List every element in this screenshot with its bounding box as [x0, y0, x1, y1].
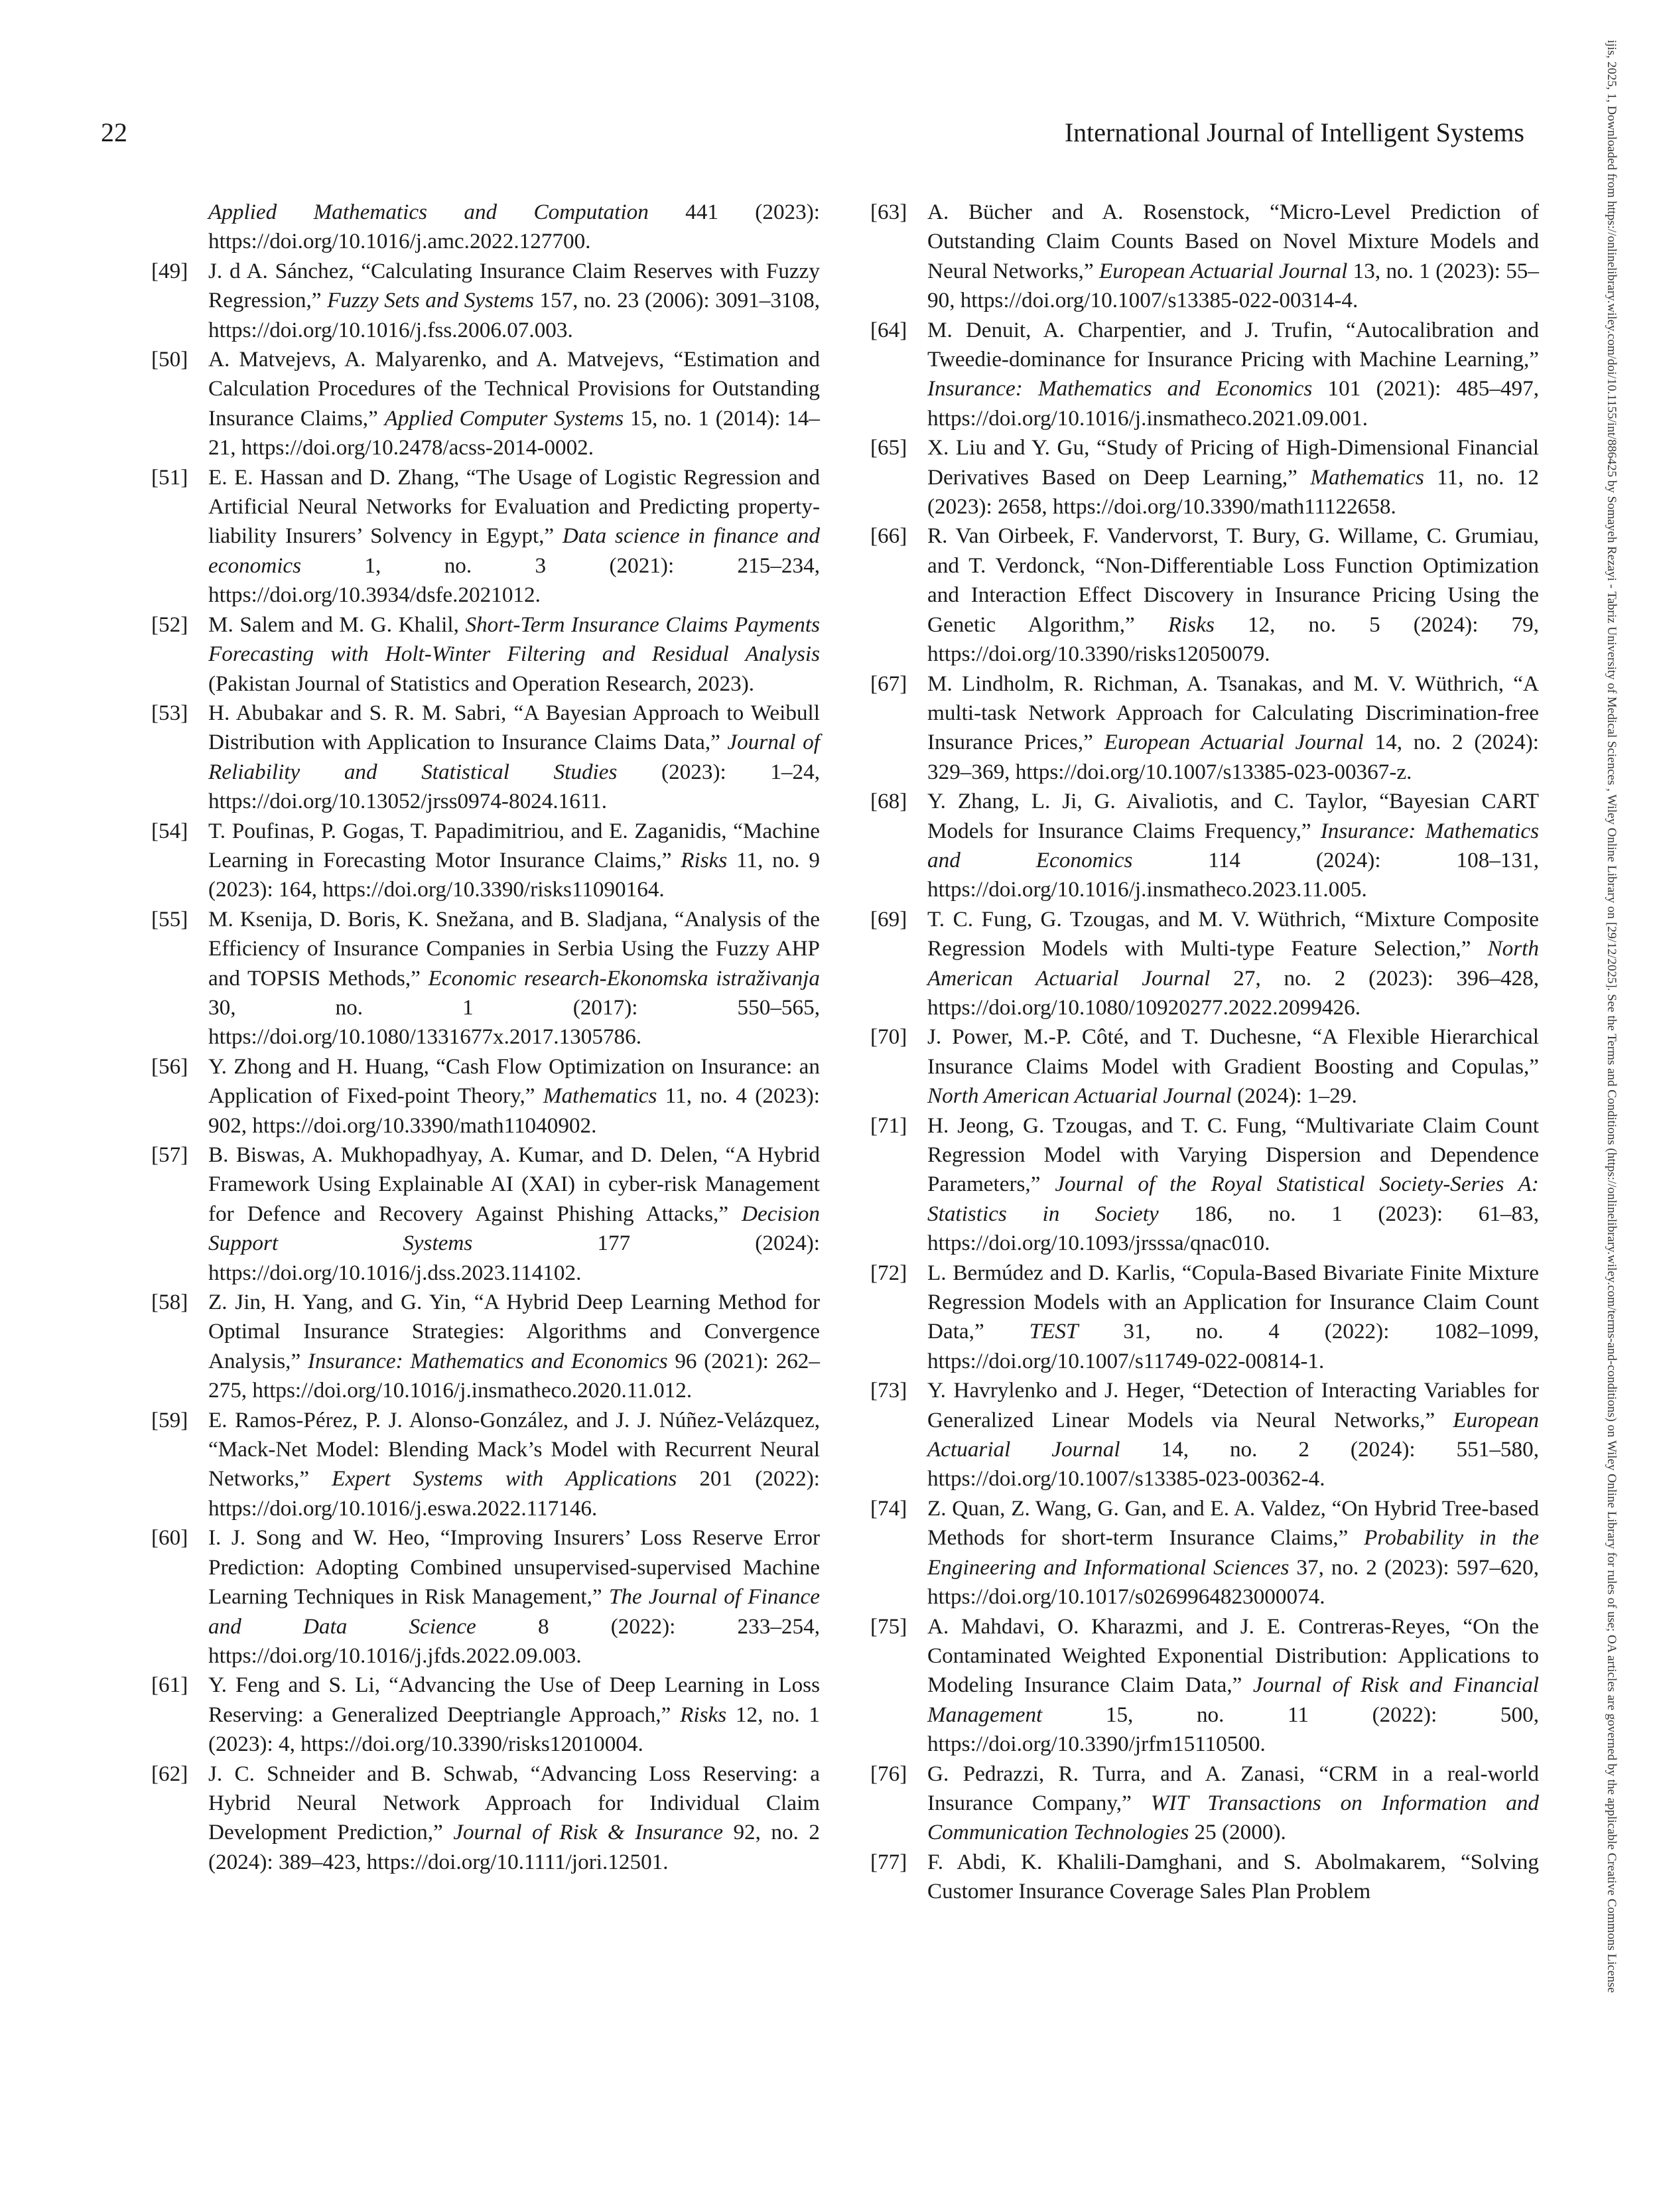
reference-text: [208, 1408, 820, 1521]
reference-text-part: 27, no. 2 (2023): 396–428, https://doi.org/10.1080/10920277.2022.2099426.: [927, 965, 1539, 1020]
reference-number: [52]: [151, 612, 188, 637]
reference-entry: [151, 905, 820, 1052]
reference-source-title: Applied Computer Systems: [384, 405, 624, 431]
reference-text: [208, 819, 820, 902]
reference-number: [59]: [151, 1407, 188, 1432]
reference-source-title: Journal of Risk and Financial Management: [927, 1673, 1540, 1727]
reference-number: [69]: [870, 906, 907, 932]
reference-number: [71]: [870, 1113, 907, 1138]
reference-text: [208, 1525, 820, 1668]
reference-source-title: Mathematics: [543, 1083, 657, 1109]
references-left-column: [151, 198, 820, 1877]
reference-entry: [870, 1612, 1539, 1760]
reference-number: [77]: [870, 1849, 907, 1874]
reference-text: [208, 612, 820, 696]
reference-source-title: European Actuarial Journal: [1104, 730, 1364, 755]
reference-source-title: Insurance: Mathematics and Economics: [927, 818, 1539, 872]
reference-text-part: 177 (2024): https://doi.org/10.1016/j.dss.2023.114102.: [208, 1231, 820, 1285]
reference-number: [68]: [870, 789, 907, 814]
reference-text-part: E. Ramos-Pérez, P. J. Alonso-González, and J. J. Núñez-Velázquez, “Mack-Net Model: Blending Mack’s Model with Recurrent Neural Networks,”: [208, 1407, 820, 1491]
reference-entry: [151, 1288, 820, 1406]
reference-text-part: M. Lindholm, R. Richman, A. Tsanakas, and M. V. Wüthrich, “A multi-task Network Approach for Calculating Discrimination-free Insurance Prices,”: [927, 671, 1539, 755]
reference-source-title: North American Actuarial Journal: [927, 936, 1539, 991]
reference-text: [208, 1054, 820, 1138]
reference-text: [927, 1850, 1539, 1903]
reference-number: [70]: [870, 1024, 907, 1050]
reference-text-part: Z. Quan, Z. Wang, G. Gan, and E. A. Valdez, “On Hybrid Tree-based Methods for short-term Insurance Claims,”: [927, 1495, 1539, 1551]
reference-entry: [870, 905, 1539, 1023]
reference-text: [208, 701, 820, 813]
reference-entry: [870, 1111, 1539, 1259]
reference-source-title: Expert Systems with Applications: [332, 1466, 677, 1491]
reference-text: [208, 1762, 820, 1874]
reference-entry: [151, 817, 820, 905]
reference-text-part: Y. Zhong and H. Huang, “Cash Flow Optimization on Insurance: an Application of Fixed-point Theory,”: [208, 1054, 820, 1109]
reference-source-title: WIT Transactions on Information and Communication Technologies: [927, 1790, 1539, 1845]
reference-text: [927, 1496, 1539, 1609]
reference-text-part: A. Mahdavi, O. Kharazmi, and J. E. Contreras-Reyes, “On the Contaminated Weighted Exponential Distribution: Applications to Modeling Insurance Claim Data,”: [927, 1614, 1539, 1698]
reference-text-part: Y. Feng and S. Li, “Advancing the Use of Deep Learning in Loss Reserving: a Generalized Deeptriangle Approach,”: [208, 1673, 820, 1727]
reference-number: [53]: [151, 700, 188, 725]
reference-text-part: Y. Zhang, L. Ji, G. Aivaliotis, and C. Taylor, “Bayesian CART Models for Insurance Claims Frequency,”: [927, 789, 1539, 843]
reference-text-part: B. Biswas, A. Mukhopadhyay, A. Kumar, and D. Delen, “A Hybrid Framework Using Explainable AI (XAI) in cyber-risk Management for Defence and Recovery Against Phishing Attacks,”: [208, 1142, 820, 1226]
reference-text-part: 15, no. 1 (2014): 14–21, https://doi.org/10.2478/acss-2014-0002.: [208, 405, 820, 460]
reference-text-part: 8 (2022): 233–254, https://doi.org/10.1016/j.jfds.2022.09.003.: [208, 1614, 820, 1668]
reference-text-part: H. Abubakar and S. R. M. Sabri, “A Bayesian Approach to Weibull Distribution with Application to Insurance Claims Data,”: [208, 700, 820, 755]
reference-entry: [870, 433, 1539, 521]
reference-text-part: L. Bermúdez and D. Karlis, “Copula-Based Bivariate Finite Mixture Regression Models with an Application for Insurance Claim Count Data,”: [927, 1260, 1539, 1344]
reference-entry: [151, 1052, 820, 1141]
reference-number: [73]: [870, 1378, 907, 1403]
reference-number: [49]: [151, 258, 188, 283]
reference-entry: [151, 1523, 820, 1671]
reference-text-part: 1, no. 3 (2021): 215–234, https://doi.org/10.3934/dsfe.2021012.: [208, 553, 820, 608]
reference-text: [927, 789, 1539, 902]
reference-entry: [151, 610, 820, 699]
reference-number: [61]: [151, 1673, 188, 1698]
reference-text: [927, 1762, 1539, 1845]
reference-text-part: J. d A. Sánchez, “Calculating Insurance Claim Reserves with Fuzzy Regression,”: [208, 258, 820, 313]
reference-entry: [151, 463, 820, 610]
reference-number: [62]: [151, 1761, 188, 1786]
reference-text: [927, 318, 1539, 431]
reference-text-part: 11, no. 4 (2023): 902, https://doi.org/10.3390/math11040902.: [208, 1083, 820, 1138]
reference-entry: [151, 198, 820, 257]
reference-entry: [870, 1259, 1539, 1377]
reference-text-part: (2023): 1–24, https://doi.org/10.13052/jrss0974-8024.1611.: [208, 759, 820, 814]
reference-entry: [870, 1848, 1539, 1907]
reference-entry: [870, 316, 1539, 434]
reference-source-title: European Actuarial Journal: [1099, 258, 1348, 283]
reference-text: [927, 523, 1539, 666]
reference-text: [927, 1378, 1539, 1491]
reference-number: [72]: [870, 1260, 907, 1285]
reference-text-part: M. Denuit, A. Charpentier, and J. Trufin, “Autocalibration and Tweedie-dominance for Insurance Pricing with Machine Learning,”: [927, 317, 1539, 372]
reference-text: [208, 259, 820, 342]
reference-text-part: G. Pedrazzi, R. Turra, and A. Zanasi, “CRM in a real-world Insurance Company,”: [927, 1761, 1539, 1815]
reference-text-part: 14, no. 2 (2024): 329–369, https://doi.org/10.1007/s13385-023-00367-z.: [927, 730, 1540, 784]
reference-source-title: Journal of Risk & Insurance: [453, 1820, 723, 1845]
reference-text: [927, 435, 1539, 519]
reference-text-part: 11, no. 12 (2023): 2658, https://doi.org/10.3390/math11122658.: [927, 464, 1539, 519]
reference-entry: [151, 1406, 820, 1524]
reference-text: [927, 1024, 1539, 1108]
reference-text-part: E. E. Hassan and D. Zhang, “The Usage of Logistic Regression and Artificial Neural Networks for Evaluation and Predicting property-liability Insurers’ Solvency in Egypt,”: [208, 464, 820, 549]
reference-number: [54]: [151, 818, 188, 843]
reference-source-title: Fuzzy Sets and Systems: [327, 288, 534, 313]
reference-entry: [151, 699, 820, 817]
reference-entry: [870, 1494, 1539, 1612]
reference-number: [51]: [151, 464, 188, 490]
reference-text-part: T. C. Fung, G. Tzougas, and M. V. Wüthrich, “Mixture Composite Regression Models with Multi-type Feature Selection,”: [927, 906, 1539, 961]
reference-number: [65]: [870, 435, 907, 460]
reference-text-part: 25 (2000).: [1189, 1820, 1286, 1845]
reference-source-title: Applied Mathematics and Computation: [208, 200, 649, 224]
reference-text-part: R. Van Oirbeek, F. Vandervorst, T. Bury, G. Willame, C. Grumiau, and T. Verdonck, “Non-Differentiable Loss Function Optimization and Interaction Effect Discovery in Insurance Pricing Using the Genetic Algorithm,”: [927, 523, 1539, 637]
reference-entry: [870, 1376, 1539, 1494]
reference-text-part: F. Abdi, K. Khalili-Damghani, and S. Abolmakarem, “Solving Customer Insurance Coverage Sales Plan Problem: [927, 1849, 1539, 1904]
reference-source-title: European Actuarial Journal: [927, 1407, 1539, 1462]
reference-text: [927, 1113, 1539, 1256]
reference-text-part: 12, no. 5 (2024): 79, https://doi.org/10.3390/risks12050079.: [927, 612, 1539, 667]
reference-number: [50]: [151, 347, 188, 372]
reference-text: [208, 1290, 820, 1403]
reference-entry: [870, 198, 1539, 316]
reference-text-part: I. J. Song and W. Heo, “Improving Insurers’ Loss Reserve Error Prediction: Adopting Combined unsupervised-supervised Machine Learning Techniques in Risk Management,”: [208, 1525, 820, 1610]
reference-text-part: 14, no. 2 (2024): 551–580, https://doi.org/10.1007/s13385-023-00362-4.: [927, 1437, 1540, 1491]
reference-text-part: 201 (2022): https://doi.org/10.1016/j.eswa.2022.117146.: [208, 1466, 820, 1521]
reference-number: [74]: [870, 1495, 907, 1521]
reference-entry: [151, 1141, 820, 1288]
reference-entry: [151, 345, 820, 463]
reference-entry: [870, 669, 1539, 788]
reference-text-part: J. C. Schneider and B. Schwab, “Advancing Loss Reserving: a Hybrid Neural Network Approach for Individual Claim Development Prediction,”: [208, 1761, 820, 1845]
reference-source-title: Journal of Reliability and Statistical Studies: [208, 730, 820, 784]
reference-text-part: 186, no. 1 (2023): 61–83, https://doi.org/10.1093/jrsssa/qnac010.: [927, 1201, 1539, 1256]
references-right-column: [870, 198, 1539, 1907]
reference-source-title: Short-Term Insurance Claims Payments Forecasting with Holt-Winter Filtering and Residual Analysis: [208, 612, 820, 667]
reference-source-title: Probability in the Engineering and Informational Sciences: [927, 1525, 1539, 1580]
reference-text-part: H. Jeong, G. Tzougas, and T. C. Fung, “Multivariate Claim Count Regression Model with Varying Dispersion and Dependence Parameters,”: [927, 1113, 1539, 1197]
reference-text-part: 101 (2021): 485–497, https://doi.org/10.1016/j.insmatheco.2021.09.001.: [927, 376, 1539, 431]
reference-number: [55]: [151, 906, 188, 932]
reference-source-title: Economic research-Ekonomska istraživanja: [428, 965, 820, 991]
reference-text-part: A. Matvejevs, A. Malyarenko, and A. Matvejevs, “Estimation and Calculation Procedures of the Technical Provisions for Outstanding Insurance Claims,”: [208, 347, 820, 431]
reference-source-title: The Journal of Finance and Data Science: [208, 1584, 820, 1639]
reference-entry: [870, 787, 1539, 905]
reference-source-title: Risks: [680, 1702, 727, 1727]
reference-number: [75]: [870, 1614, 907, 1639]
reference-number: [66]: [870, 523, 907, 549]
reference-number: [64]: [870, 317, 907, 342]
reference-source-title: Insurance: Mathematics and Economics: [927, 376, 1313, 401]
reference-text-part: 157, no. 23 (2006): 3091–3108, https://doi.org/10.1016/j.fss.2006.07.003.: [208, 288, 820, 342]
reference-entry: [151, 1671, 820, 1759]
reference-text: [208, 1673, 820, 1756]
reference-entry: [870, 1760, 1539, 1848]
download-notice: ijis, 2025, 1, Downloaded from https://onlinelibrary.wiley.com/doi/10.1155/int/886425 by Somayeh Rezayi - Tabriz University of Medical Sciences , Wiley Online Library on [29/12/2025]. See the Terms and Conditions (https://onlinelibrary.wiley.com/terms-and-conditions) on Wiley Online Library for rules of use; OA articles are governed by the applicable Creative Commons License: [1605, 40, 1619, 1993]
reference-number: [56]: [151, 1054, 188, 1079]
reference-source-title: Decision Support Systems: [208, 1201, 820, 1256]
reference-entry: [151, 1760, 820, 1878]
reference-source-title: Risks: [1167, 612, 1215, 637]
reference-text-part: 11, no. 9 (2023): 164, https://doi.org/10.3390/risks11090164.: [208, 847, 820, 902]
reference-entry: [151, 257, 820, 345]
reference-text: [208, 200, 820, 253]
reference-number: [63]: [870, 200, 907, 224]
reference-text: [208, 1142, 820, 1285]
reference-text: [208, 465, 820, 608]
reference-source-title: North American Actuarial Journal: [927, 1083, 1232, 1109]
reference-text-part: 92, no. 2 (2024): 389–423, https://doi.org/10.1111/jori.12501.: [208, 1820, 821, 1874]
reference-text-part: 15, no. 11 (2022): 500, https://doi.org/10.3390/jrfm15110500.: [927, 1702, 1539, 1757]
reference-text-part: A. Bücher and A. Rosenstock, “Micro-Level Prediction of Outstanding Claim Counts Based on Novel Mixture Models and Neural Networks,”: [927, 200, 1539, 283]
reference-number: [67]: [870, 671, 907, 696]
reference-number: [57]: [151, 1142, 188, 1167]
reference-source-title: Risks: [681, 847, 728, 872]
reference-text: [927, 671, 1539, 784]
reference-text: [208, 907, 820, 1050]
reference-text: [927, 200, 1539, 312]
reference-text-part: M. Ksenija, D. Boris, K. Snežana, and B. Sladjana, “Analysis of the Efficiency of Insurance Companies in Serbia Using the Fuzzy AHP and TOPSIS Methods,”: [208, 906, 820, 991]
reference-text-part: 114 (2024): 108–131, https://doi.org/10.1016/j.insmatheco.2023.11.005.: [927, 847, 1539, 902]
reference-text-part: 12, no. 1 (2023): 4, https://doi.org/10.3390/risks12010004.: [208, 1702, 820, 1757]
page-number: 22: [101, 117, 127, 147]
reference-source-title: Insurance: Mathematics and Economics: [307, 1348, 668, 1373]
reference-text: [927, 1614, 1539, 1757]
reference-number: [76]: [870, 1761, 907, 1786]
reference-source-title: TEST: [1029, 1319, 1079, 1344]
reference-text-part: 13, no. 1 (2023): 55–90, https://doi.org/10.1007/s13385-022-00314-4.: [927, 258, 1539, 313]
reference-text: [927, 1261, 1539, 1373]
journal-title: International Journal of Intelligent Systems: [1064, 117, 1524, 147]
reference-text-part: 37, no. 2 (2023): 597–620, https://doi.org/10.1017/s0269964823000074.: [927, 1555, 1540, 1610]
reference-source-title: Data science in finance and economics: [208, 523, 820, 578]
reference-text-part: Z. Jin, H. Yang, and G. Yin, “A Hybrid Deep Learning Method for Optimal Insurance Strategies: Algorithms and Convergence Analysis,”: [208, 1290, 820, 1373]
reference-source-title: Journal of the Royal Statistical Society-Series A: Statistics in Society: [927, 1172, 1539, 1226]
reference-text-part: X. Liu and Y. Gu, “Study of Pricing of High-Dimensional Financial Derivatives Based on Deep Learning,”: [927, 435, 1539, 490]
reference-text-part: 96 (2021): 262–275, https://doi.org/10.1016/j.insmatheco.2020.11.012.: [208, 1348, 820, 1403]
reference-text-part: 30, no. 1 (2017): 550–565, https://doi.org/10.1080/1331677x.2017.1305786.: [208, 995, 820, 1050]
reference-number: [60]: [151, 1525, 188, 1551]
reference-text-part: 31, no. 4 (2022): 1082–1099, https://doi.org/10.1007/s11749-022-00814-1.: [927, 1319, 1539, 1373]
reference-text: [208, 347, 820, 460]
reference-text: [927, 907, 1539, 1020]
reference-source-title: Mathematics: [1310, 464, 1424, 490]
reference-text-part: 441 (2023): https://doi.org/10.1016/j.amc.2022.127700.: [208, 200, 821, 254]
reference-number: [58]: [151, 1290, 188, 1315]
reference-text-part: Y. Havrylenko and J. Heger, “Detection of Interacting Variables for Generalized Linear Models via Neural Networks,”: [927, 1378, 1539, 1432]
reference-text-part: J. Power, M.-P. Côté, and T. Duchesne, “A Flexible Hierarchical Insurance Claims Model with Gradient Boosting and Copulas,”: [927, 1024, 1539, 1079]
reference-text-part: M. Salem and M. G. Khalil,: [208, 612, 466, 637]
reference-entry: [870, 1022, 1539, 1111]
reference-text-part: (2024): 1–29.: [1231, 1083, 1357, 1109]
reference-text-part: (Pakistan Journal of Statistics and Operation Research, 2023).: [208, 671, 755, 696]
reference-entry: [870, 521, 1539, 669]
reference-text-part: T. Poufinas, P. Gogas, T. Papadimitriou, and E. Zaganidis, “Machine Learning in Forecasting Motor Insurance Claims,”: [208, 818, 820, 872]
